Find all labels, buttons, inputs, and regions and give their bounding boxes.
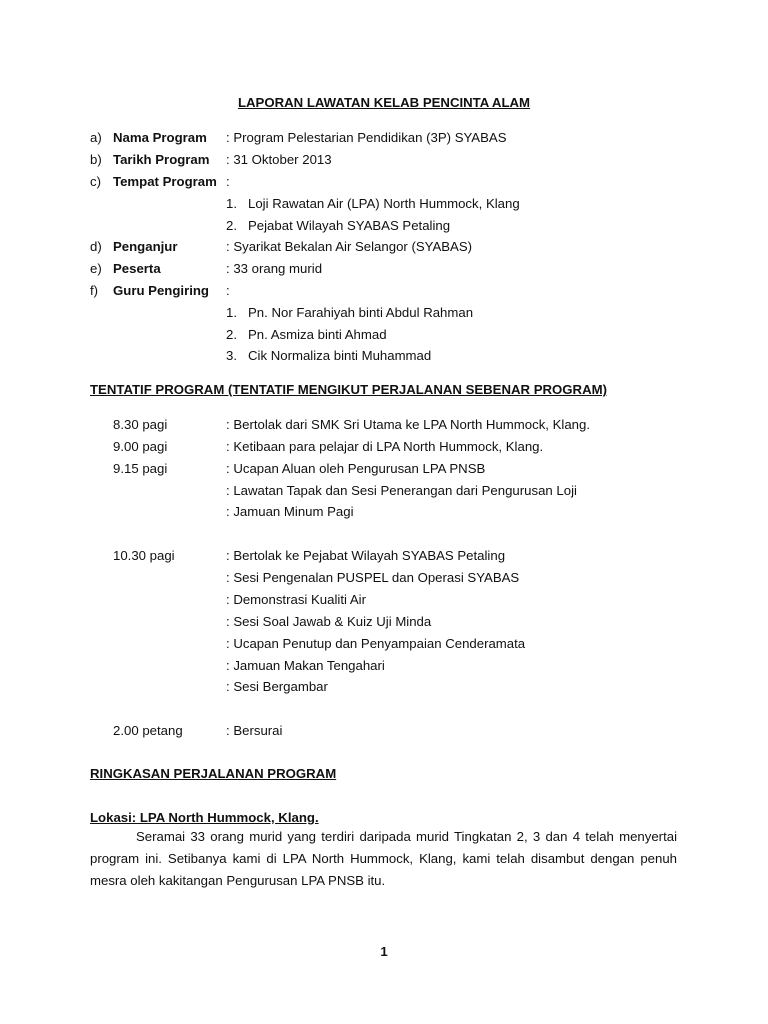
- detail-label: Tarikh Program: [113, 152, 210, 167]
- detail-letter: d): [90, 239, 102, 254]
- page-number: 1: [380, 944, 388, 959]
- schedule-heading: TENTATIF PROGRAM (TENTATIF MENGIKUT PERJALANAN SEBENAR PROGRAM): [90, 382, 607, 397]
- teacher-name: Pn. Asmiza binti Ahmad: [248, 327, 387, 342]
- detail-letter: f): [90, 283, 99, 298]
- detail-letter: e): [90, 261, 102, 276]
- place-number: 2.: [226, 218, 237, 233]
- schedule-activity: : Bertolak ke Pejabat Wilayah SYABAS Petaling: [226, 548, 506, 563]
- schedule-time: 8.30 pagi: [113, 417, 168, 432]
- schedule-time: 9.00 pagi: [113, 439, 168, 454]
- place-text: Pejabat Wilayah SYABAS Petaling: [248, 218, 451, 233]
- detail-label: Penganjur: [113, 239, 178, 254]
- schedule-activity: : Jamuan Minum Pagi: [226, 504, 354, 519]
- summary-paragraph-text: Seramai 33 orang murid yang terdiri daripada murid Tingkatan 2, 3 dan 4 telah menyertai program ini. Setibanya kami di LPA North Hummock, Klang, kami telah disambut dengan penuh mesra oleh kakitangan Pengurusan LPA PNSB itu.: [90, 829, 677, 888]
- teacher-name: Pn. Nor Farahiyah binti Abdul Rahman: [248, 305, 474, 320]
- detail-value: : 33 orang murid: [226, 261, 323, 276]
- detail-letter: c): [90, 174, 101, 189]
- teacher-number: 1.: [226, 305, 237, 320]
- schedule-activity: : Ketibaan para pelajar di LPA North Hummock, Klang.: [226, 439, 544, 454]
- detail-label: Peserta: [113, 261, 161, 276]
- schedule-time: 2.00 petang: [113, 723, 183, 738]
- schedule-time: 10.30 pagi: [113, 548, 175, 563]
- detail-letter: a): [90, 130, 102, 145]
- schedule-activity: : Ucapan Aluan oleh Pengurusan LPA PNSB: [226, 461, 486, 476]
- schedule-activity: : Ucapan Penutup dan Penyampaian Cenderamata: [226, 636, 526, 651]
- detail-value: : Program Pelestarian Pendidikan (3P) SYABAS: [226, 130, 507, 145]
- detail-label: Guru Pengiring: [113, 283, 209, 298]
- detail-value: :: [226, 283, 230, 298]
- detail-letter: b): [90, 152, 102, 167]
- schedule-activity: : Demonstrasi Kualiti Air: [226, 592, 366, 607]
- schedule-activity: : Sesi Soal Jawab & Kuiz Uji Minda: [226, 614, 432, 629]
- detail-value: :: [226, 174, 230, 189]
- schedule-time: 9.15 pagi: [113, 461, 168, 476]
- teacher-number: 2.: [226, 327, 237, 342]
- teacher-number: 3.: [226, 348, 237, 363]
- schedule-activity: : Sesi Bergambar: [226, 679, 328, 694]
- teacher-name: Cik Normaliza binti Muhammad: [248, 348, 432, 363]
- detail-value: : 31 Oktober 2013: [226, 152, 332, 167]
- schedule-activity: : Sesi Pengenalan PUSPEL dan Operasi SYABAS: [226, 570, 520, 585]
- summary-paragraph: [90, 826, 677, 892]
- detail-label: Nama Program: [113, 130, 207, 145]
- schedule-activity: : Jamuan Makan Tengahari: [226, 658, 385, 673]
- place-number: 1.: [226, 196, 237, 211]
- detail-value: : Syarikat Bekalan Air Selangor (SYABAS): [226, 239, 473, 254]
- schedule-activity: : Bertolak dari SMK Sri Utama ke LPA North Hummock, Klang.: [226, 417, 591, 432]
- schedule-activity: : Bersurai: [226, 723, 283, 738]
- report-title: LAPORAN LAWATAN KELAB PENCINTA ALAM: [237, 95, 531, 110]
- place-text: Loji Rawatan Air (LPA) North Hummock, Klang: [248, 196, 520, 211]
- detail-label: Tempat Program: [113, 174, 217, 189]
- schedule-activity: : Lawatan Tapak dan Sesi Penerangan dari Pengurusan Loji: [226, 483, 577, 498]
- location-heading: Lokasi: LPA North Hummock, Klang.: [90, 810, 319, 825]
- summary-heading: RINGKASAN PERJALANAN PROGRAM: [90, 766, 337, 781]
